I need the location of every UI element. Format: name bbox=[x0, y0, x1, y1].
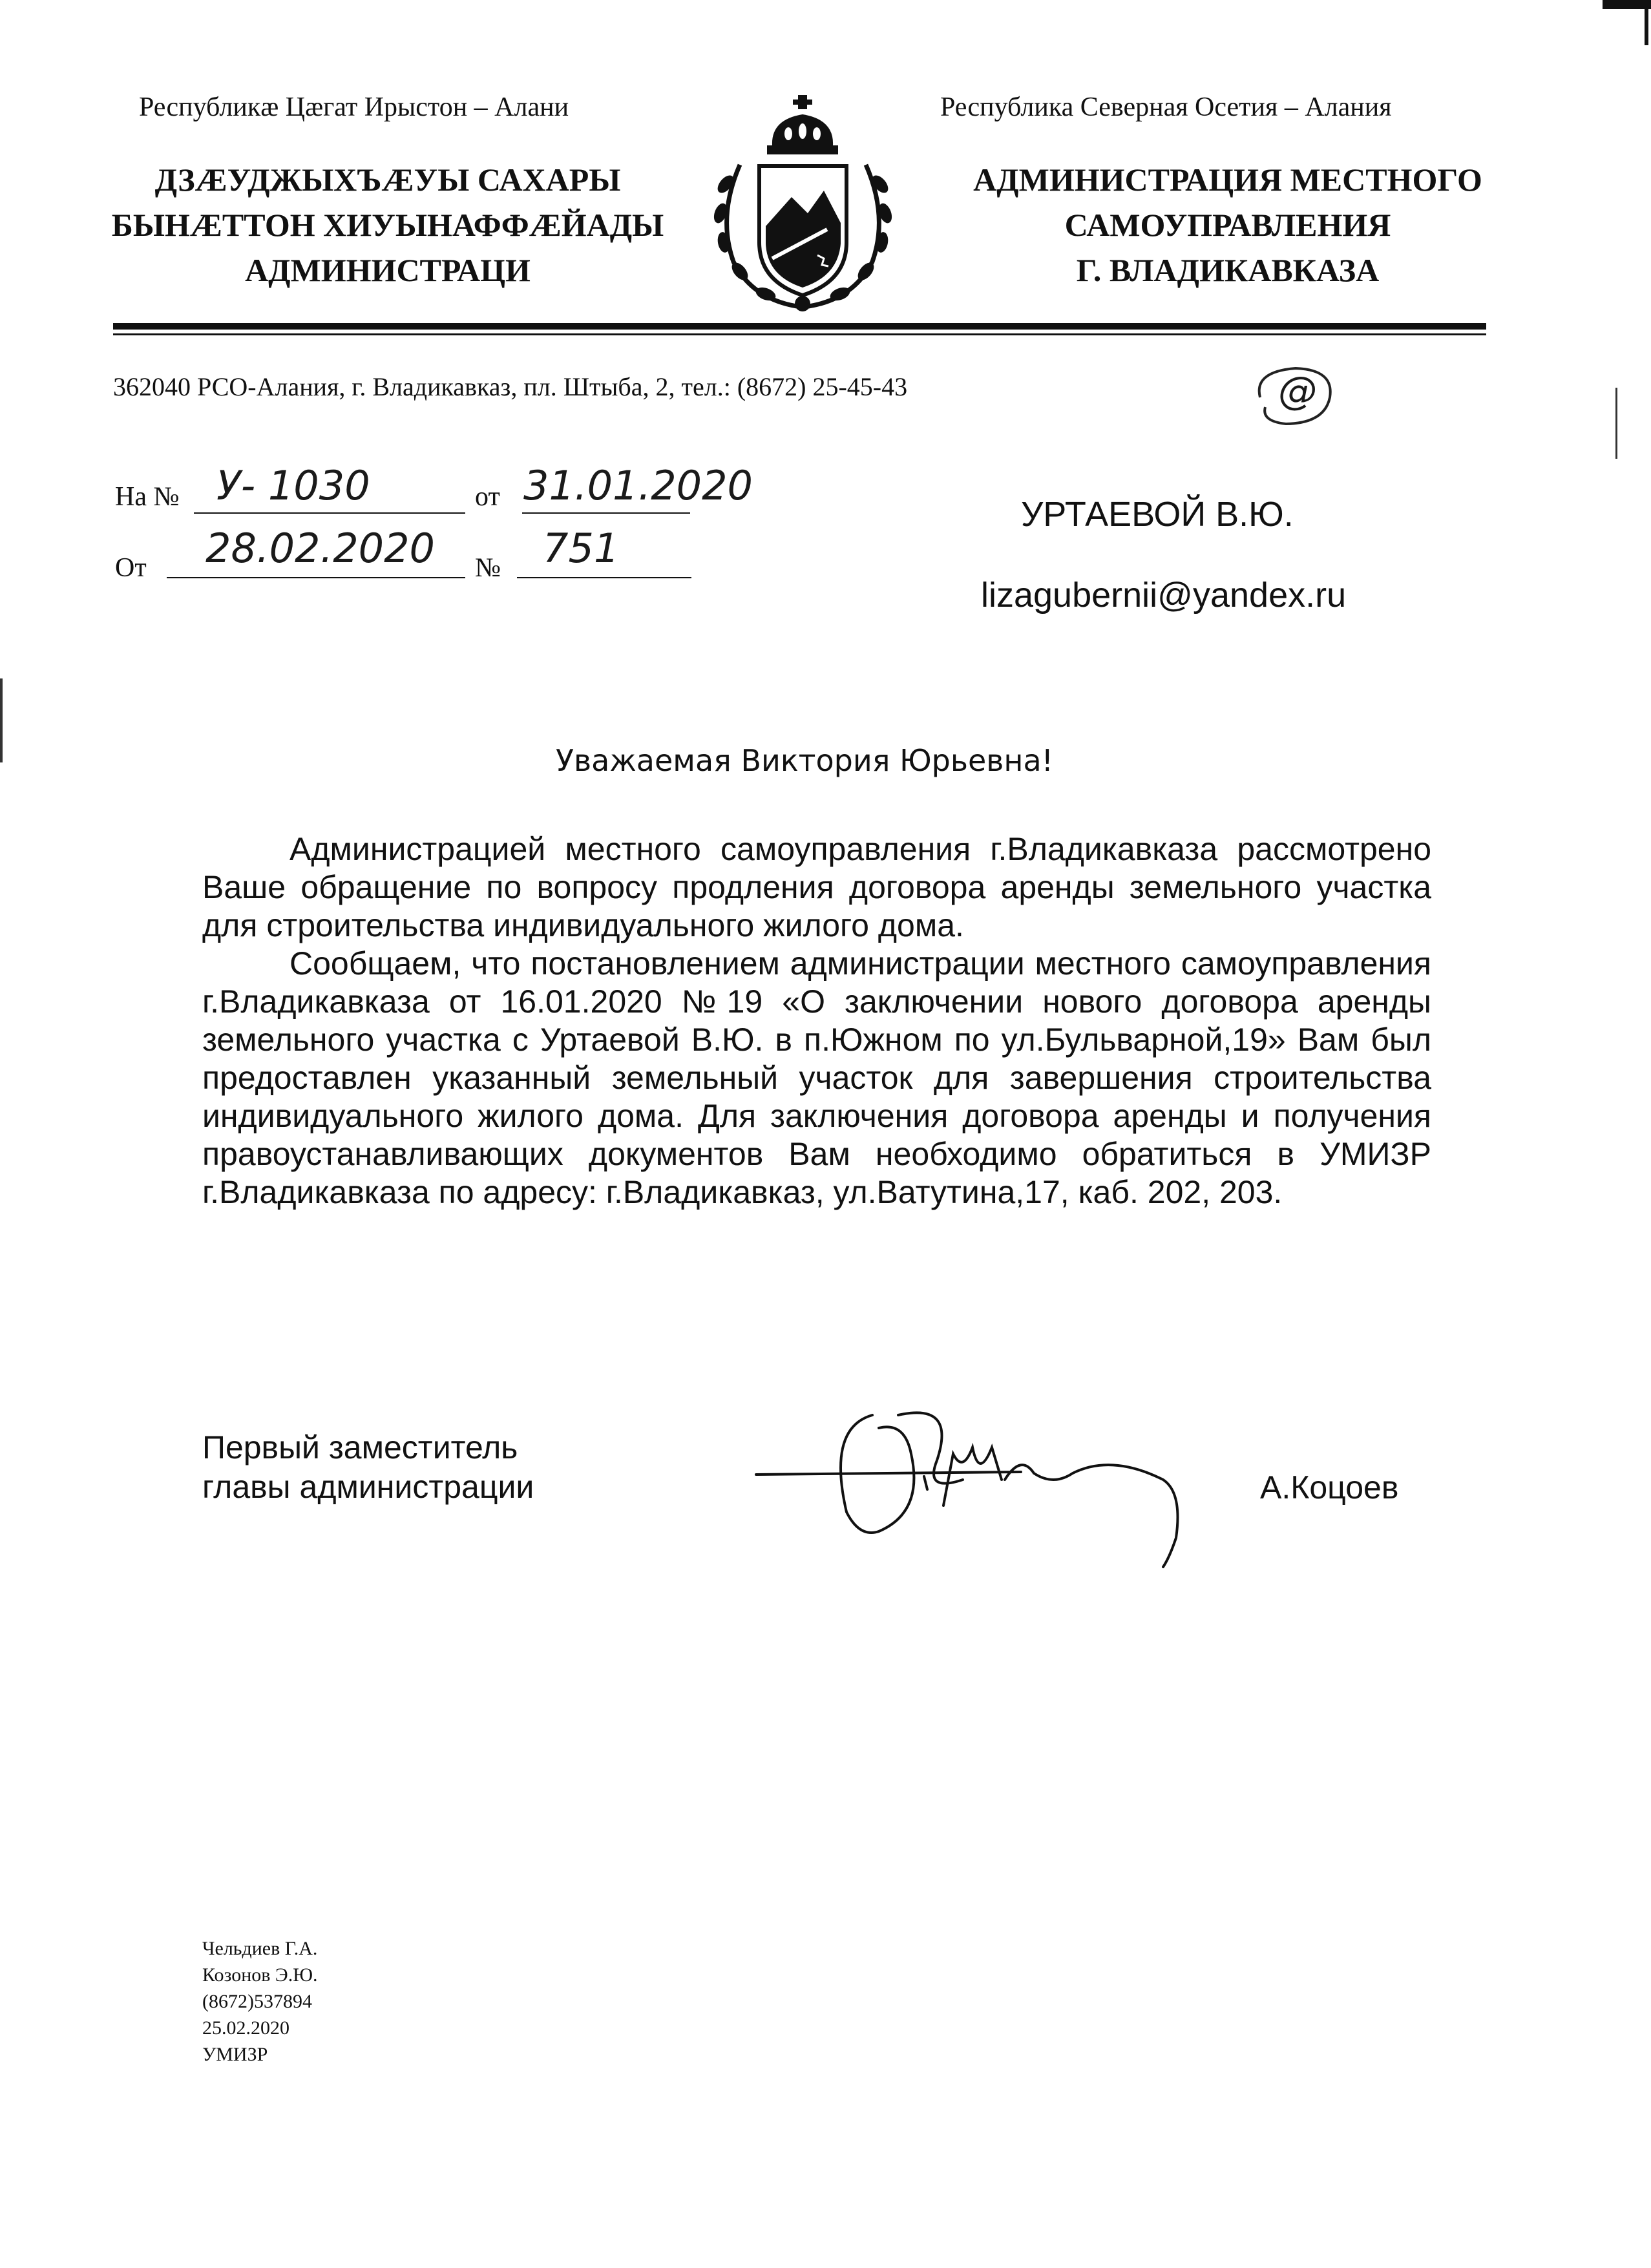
header-rule-thin bbox=[113, 333, 1486, 335]
footer-line: УМИЗР bbox=[202, 2044, 268, 2065]
header-rule-thick bbox=[113, 323, 1486, 330]
ref-na-label: На № bbox=[115, 482, 180, 512]
letter-body bbox=[202, 830, 1431, 1212]
letter-greeting: Уважаемая Виктория Юрьевна! bbox=[556, 743, 1054, 778]
scan-edge-mark bbox=[1615, 388, 1617, 459]
header-left-title-line: ДЗÆУДЖЫХЪÆУЫ САХАРЫ bbox=[154, 162, 621, 198]
letter-paragraph: Сообщаем, что постановлением администрации местного самоуправления г.Владикавказа от 16.01.2020 №19 «О заключении нового договора аренды земельного участка с Уртаевой В.Ю. в п.Южном по ул.Бульварной,19» Вам был предоставлен указанный земельный участок для завершения строительства индивидуального жилого дома. Для заключения договора аренды и получения правоустанавливающих документов Вам необходимо обратиться в УМИЗР г.Владикавказа по адресу: г.Владикавказ, ул.Ватутина,17, каб. 202, 203. bbox=[202, 945, 1431, 1210]
header-right-title-line: АДМИНИСТРАЦИЯ МЕСТНОГО bbox=[973, 162, 1482, 198]
ref-na-date: 31.01.2020 bbox=[523, 462, 753, 509]
ref-out-date: 28.02.2020 bbox=[205, 525, 435, 572]
footer-line: Козонов Э.Ю. bbox=[202, 1964, 318, 1986]
coat-of-arms-icon bbox=[695, 94, 911, 317]
scan-edge-mark bbox=[1603, 0, 1651, 9]
ref-ot-label: от bbox=[475, 482, 500, 512]
footer-executors bbox=[202, 1935, 318, 2068]
footer-line: Чельдиев Г.А. bbox=[202, 1938, 318, 1959]
letter-paragraph: Администрацией местного самоуправления г.Владикавказа рассмотрено Ваше обращение по вопросу продления договора аренды земельного участка для строительства индивидуального жилого дома. bbox=[202, 831, 1431, 943]
handwritten-signature bbox=[750, 1376, 1215, 1570]
organization-address: 362040 РСО-Алания, г. Владикавказ, пл. Штыба, 2, тел.: (8672) 25-45-43 bbox=[113, 372, 908, 401]
recipient-email: lizagubernii@yandex.ru bbox=[981, 576, 1347, 614]
ref-na-number-line bbox=[194, 512, 465, 514]
ref-out-number: 751 bbox=[543, 525, 620, 572]
stamp-mark bbox=[1247, 362, 1341, 430]
ref-out-label: От bbox=[115, 553, 147, 583]
signatory-position-line: главы администрации bbox=[202, 1469, 534, 1505]
signatory-name: А.Коцоев bbox=[1260, 1469, 1399, 1506]
footer-line: 25.02.2020 bbox=[202, 2017, 289, 2039]
header-left-title bbox=[97, 157, 678, 293]
scan-edge-mark bbox=[1645, 0, 1648, 45]
footer-line: (8672)537894 bbox=[202, 1991, 312, 2012]
scan-edge-mark bbox=[0, 678, 3, 762]
header-right-title-line: САМОУПРАВЛЕНИЯ bbox=[1064, 207, 1391, 243]
ref-out-date-line bbox=[167, 577, 465, 578]
ref-na-date-line bbox=[522, 512, 690, 514]
stamp-mark-text: @ bbox=[1278, 368, 1317, 414]
header-right-small: Республика Северная Осетия – Алания bbox=[940, 92, 1392, 122]
header-left-small: Республикæ Цæгат Ирыстон – Алани bbox=[139, 92, 569, 122]
ref-no-label: № bbox=[475, 553, 501, 583]
ref-na-number: У- 1030 bbox=[216, 462, 370, 509]
ref-out-number-line bbox=[517, 577, 691, 578]
recipient-name: УРТАЕВОЙ В.Ю. bbox=[1021, 495, 1294, 534]
signatory-position bbox=[202, 1428, 534, 1507]
signatory-position-line: Первый заместитель bbox=[202, 1429, 518, 1465]
header-right-title-line: Г. ВЛАДИКАВКАЗА bbox=[1076, 252, 1380, 288]
header-left-title-line: БЫНÆТТОН ХИУЫНАФФÆЙАДЫ bbox=[111, 207, 664, 243]
header-right-title bbox=[956, 157, 1499, 293]
header-left-title-line: АДМИНИСТРАЦИ bbox=[245, 252, 531, 288]
